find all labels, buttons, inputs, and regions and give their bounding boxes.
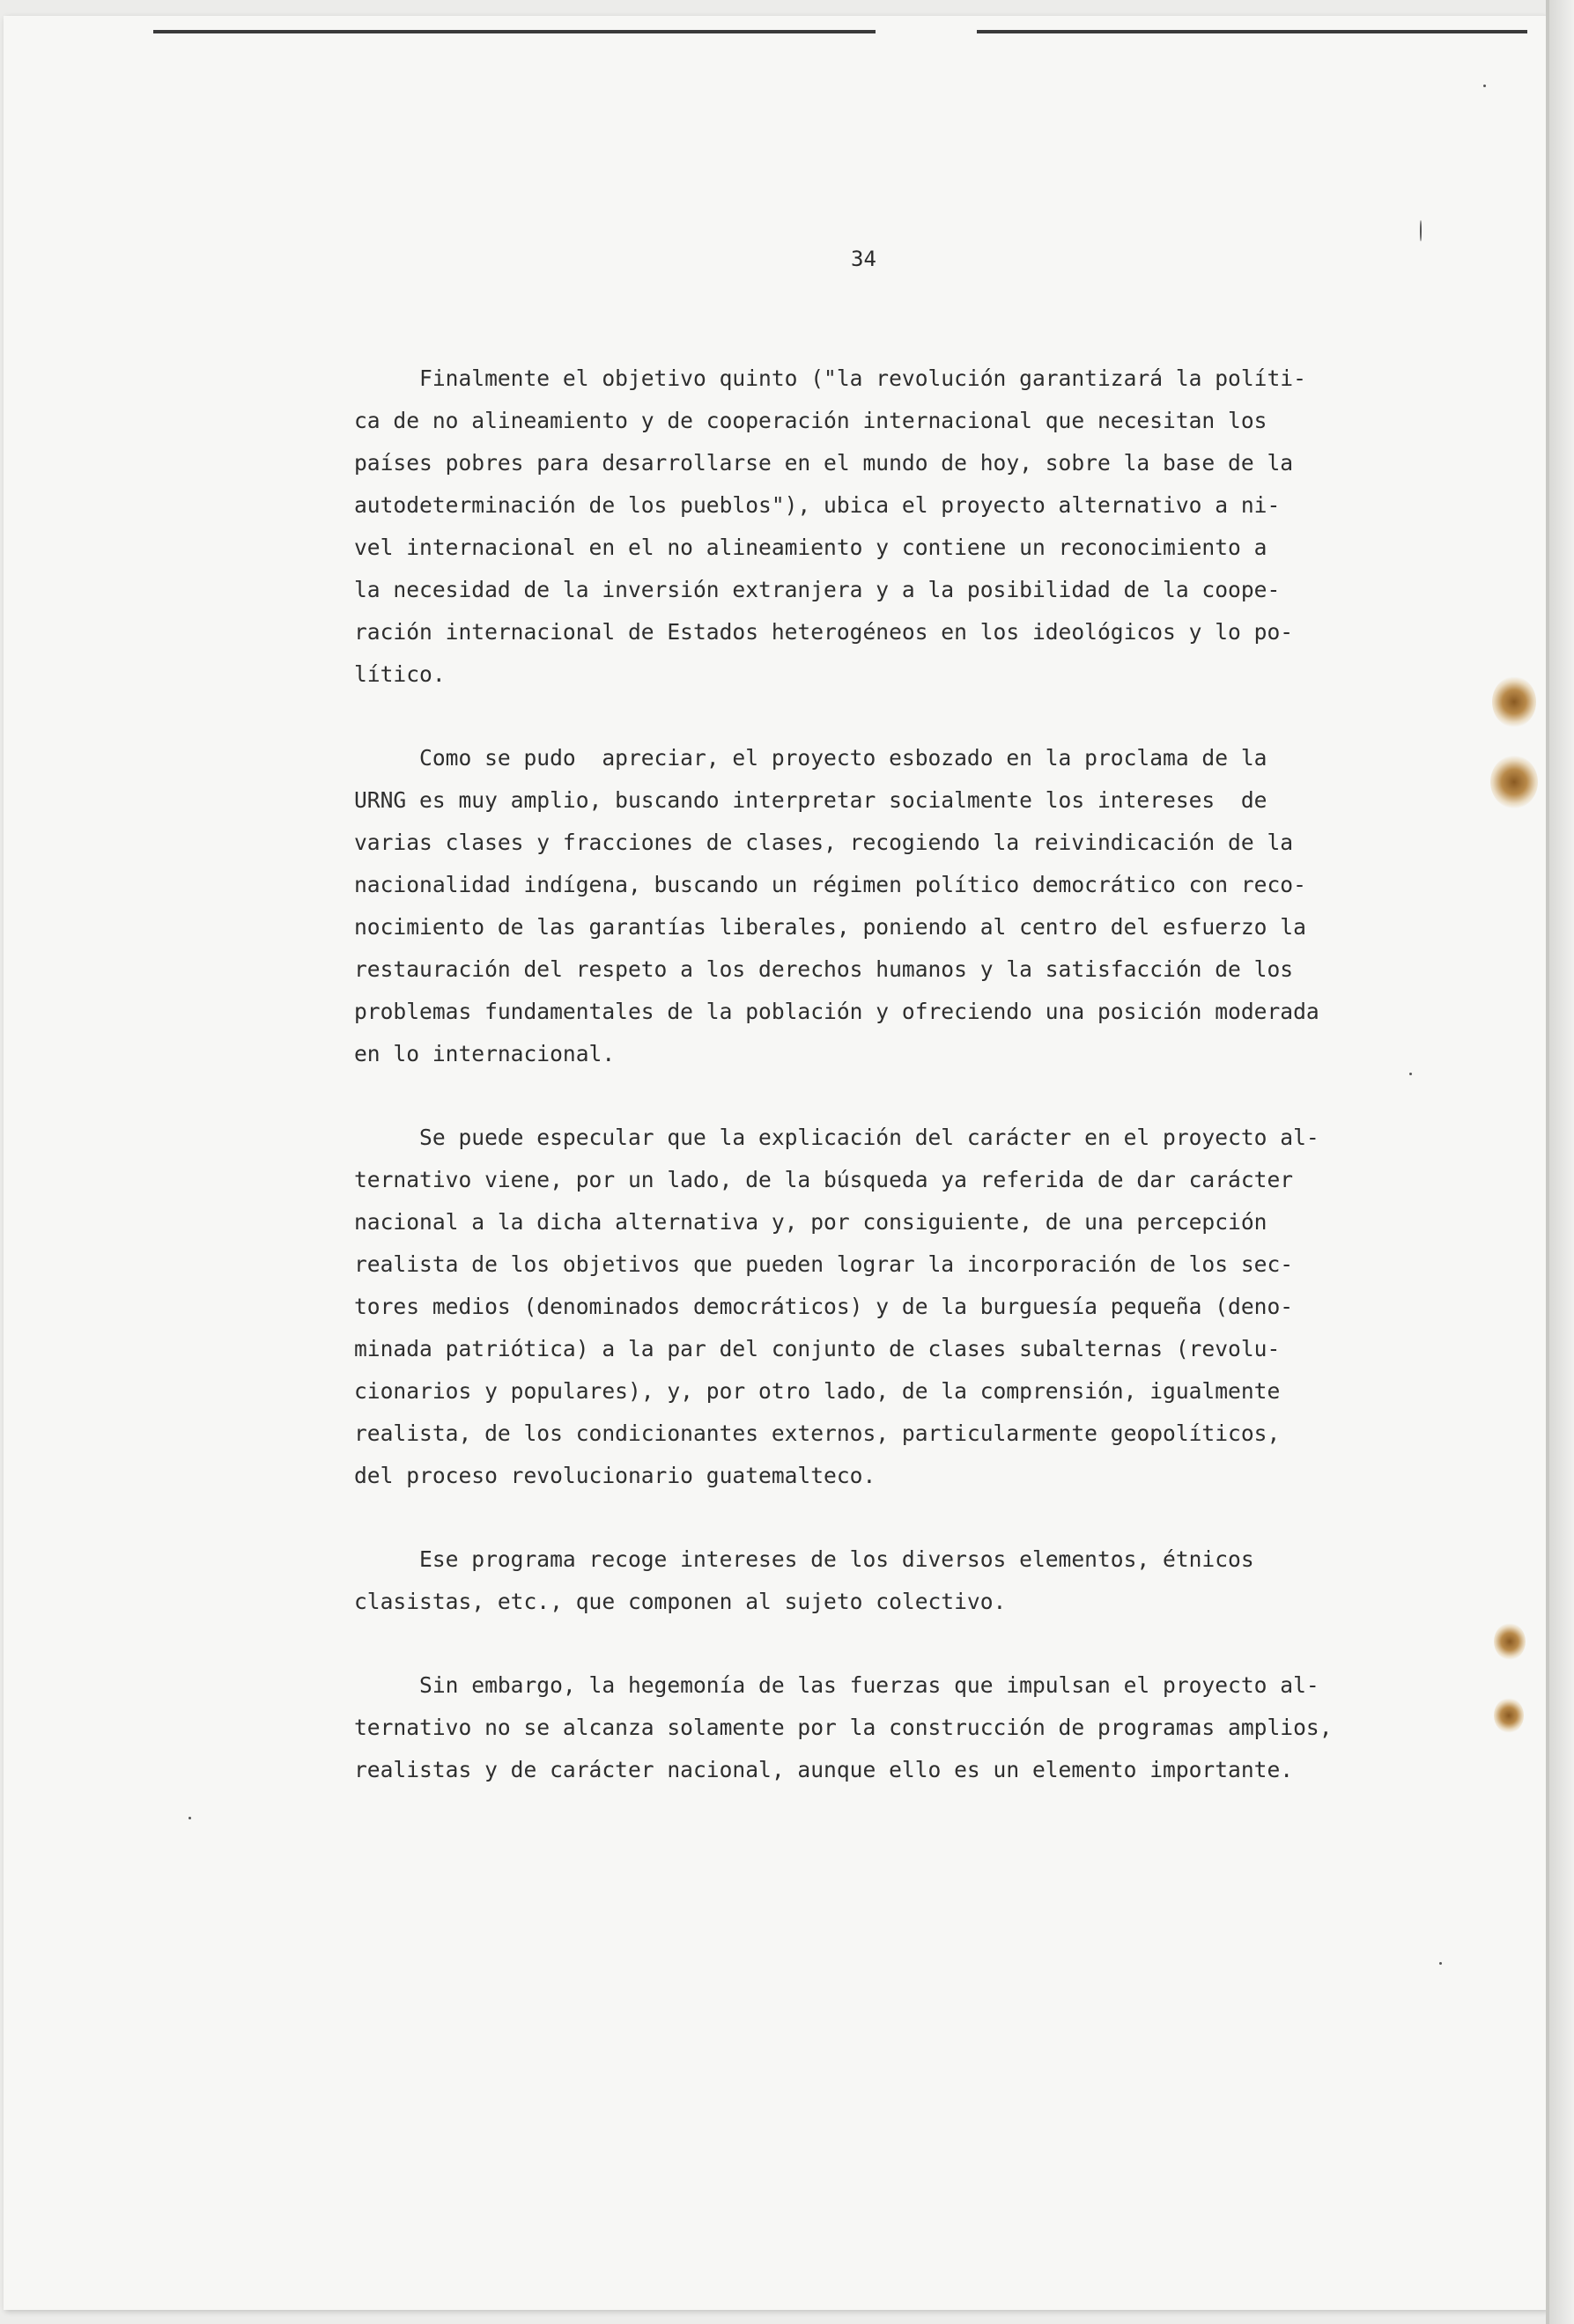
text-line: tores medios (denominados democráticos) y de la burguesía pequeña (deno- xyxy=(354,1294,1294,1319)
text-line: vel internacional en el no alineamiento y contiene un reconocimiento a xyxy=(354,535,1267,560)
text-line: realistas y de carácter nacional, aunque ello es un elemento importante. xyxy=(354,1757,1294,1782)
text-line: Ese programa recoge intereses de los diversos elementos, étnicos xyxy=(354,1546,1254,1572)
dust-speck xyxy=(1420,220,1422,241)
paragraph-3 xyxy=(354,1117,1446,1497)
text-line: nacionalidad indígena, buscando un régimen político democrático con reco- xyxy=(354,872,1306,897)
top-rule-left xyxy=(153,30,876,33)
text-line: Se puede especular que la explicación del carácter en el proyecto al- xyxy=(354,1125,1319,1150)
text-line: autodeterminación de los pueblos"), ubica el proyecto alternativo a ni- xyxy=(354,492,1281,518)
text-line: varias clases y fracciones de clases, recogiendo la reivindicación de la xyxy=(354,830,1294,855)
text-line: problemas fundamentales de la población y ofreciendo una posición moderada xyxy=(354,999,1319,1024)
text-line: Finalmente el objetivo quinto ("la revolución garantizará la políti- xyxy=(354,365,1306,391)
top-rule-right xyxy=(977,30,1527,33)
text-line: nacional a la dicha alternativa y, por consiguiente, de una percepción xyxy=(354,1209,1267,1235)
text-line: en lo internacional. xyxy=(354,1041,616,1066)
page-number: 34 xyxy=(851,247,876,271)
text-line: nocimiento de las garantías liberales, poniendo al centro del esfuerzo la xyxy=(354,914,1306,940)
text-line: URNG es muy amplio, buscando interpretar socialmente los intereses de xyxy=(354,787,1267,813)
text-line: realista, de los condicionantes externos, particularmente geopolíticos, xyxy=(354,1420,1281,1446)
text-line: restauración del respeto a los derechos humanos y la satisfacción de los xyxy=(354,956,1294,982)
paragraph-4 xyxy=(354,1538,1446,1623)
text-line: lítico. xyxy=(354,661,446,687)
dust-speck xyxy=(188,1817,191,1819)
rust-stain xyxy=(1494,1623,1526,1660)
text-line: minada patriótica) a la par del conjunto de clases subalternas (revolu- xyxy=(354,1336,1281,1361)
text-line: clasistas, etc., que componen al sujeto colectivo. xyxy=(354,1589,1007,1614)
body-text xyxy=(354,358,1446,1833)
text-line: realista de los objetivos que pueden lograr la incorporación de los sec- xyxy=(354,1251,1294,1277)
rust-stain xyxy=(1494,1698,1524,1733)
scan-border xyxy=(1549,0,1574,2324)
text-line: Como se pudo apreciar, el proyecto esbozado en la proclama de la xyxy=(354,745,1267,771)
paragraph-1 xyxy=(354,358,1446,696)
text-line: cionarios y populares), y, por otro lado, de la comprensión, igualmente xyxy=(354,1378,1281,1404)
rust-stain xyxy=(1490,756,1538,808)
text-line: ternativo viene, por un lado, de la búsqueda ya referida de dar carácter xyxy=(354,1167,1294,1192)
dust-speck xyxy=(1483,85,1486,87)
text-line: ternativo no se alcanza solamente por la construcción de programas amplios, xyxy=(354,1715,1333,1740)
document-page xyxy=(4,16,1547,2310)
paragraph-5 xyxy=(354,1664,1446,1791)
text-line: países pobres para desarrollarse en el mundo de hoy, sobre la base de la xyxy=(354,450,1294,476)
text-line: del proceso revolucionario guatemalteco. xyxy=(354,1463,876,1488)
paragraph-2 xyxy=(354,737,1446,1075)
text-line: ración internacional de Estados heterogéneos en los ideológicos y lo po- xyxy=(354,619,1294,645)
text-line: ca de no alineamiento y de cooperación internacional que necesitan los xyxy=(354,408,1267,433)
dust-speck xyxy=(1439,1962,1442,1965)
rust-stain xyxy=(1492,676,1536,727)
text-line: Sin embargo, la hegemonía de las fuerzas que impulsan el proyecto al- xyxy=(354,1672,1319,1698)
dust-speck xyxy=(1409,1073,1412,1075)
text-line: la necesidad de la inversión extranjera y a la posibilidad de la coope- xyxy=(354,577,1281,602)
